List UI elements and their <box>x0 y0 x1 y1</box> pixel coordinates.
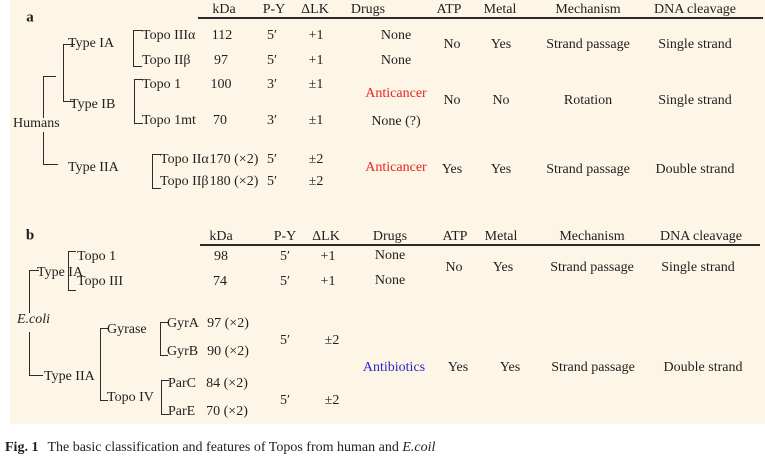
mechanism-value: Strand passage <box>546 162 630 177</box>
tree-bracket-ecoli-lower <box>29 332 43 376</box>
drugs-value: None <box>380 53 412 68</box>
col-header-cleavage-b: DNA cleavage <box>659 229 743 244</box>
col-header-py-a: P-Y <box>262 2 286 17</box>
kda-value: 70 <box>213 113 227 128</box>
metal-value: Yes <box>490 162 512 177</box>
kda-value: 97 <box>214 53 228 68</box>
py-value: 5′ <box>266 174 278 189</box>
atp-value: Yes <box>447 360 469 375</box>
dlk-value: ±2 <box>308 152 324 167</box>
col-header-mechanism-a: Mechanism <box>555 2 621 17</box>
header-rule-a <box>198 17 763 19</box>
col-header-drugs-b: Drugs <box>372 229 408 244</box>
dlk-value: +1 <box>320 249 336 264</box>
topo-iv-label: Topo IV <box>107 390 154 405</box>
py-value: 5′ <box>279 274 291 289</box>
tree-bracket-humans-lower <box>43 132 58 165</box>
type-ib-label-a: Type IB <box>70 97 116 112</box>
py-value: 5′ <box>279 333 291 348</box>
drugs-value: None (?) <box>371 114 421 129</box>
col-header-atp-b: ATP <box>442 229 468 244</box>
tree-bracket-humans-upper <box>43 76 56 118</box>
col-header-mechanism-b: Mechanism <box>559 229 625 244</box>
root-label-ecoli: E.coli <box>17 312 51 327</box>
panel-a-label: a <box>26 9 34 26</box>
atp-value: No <box>445 260 463 275</box>
enzyme-name: Topo 1 <box>77 249 117 264</box>
cleavage-value: Single strand <box>658 93 732 108</box>
mechanism-value: Strand passage <box>546 37 630 52</box>
drugs-value: None <box>374 248 406 263</box>
type-ia-label-a: Type IA <box>68 36 115 51</box>
py-value: 5′ <box>266 28 278 43</box>
enzyme-name: Topo IIIα <box>142 28 196 43</box>
tree-bracket-type1-group <box>63 44 75 102</box>
metal-value: Yes <box>492 260 514 275</box>
col-header-metal-a: Metal <box>483 2 517 17</box>
py-value: 5′ <box>266 152 278 167</box>
mechanism-value: Strand passage <box>551 360 635 375</box>
dlk-value: ±2 <box>324 333 340 348</box>
drugs-value-anticancer: Anticancer <box>365 160 427 175</box>
metal-value: Yes <box>499 360 521 375</box>
dlk-value: ±1 <box>308 77 324 92</box>
dlk-value: ±2 <box>324 393 340 408</box>
enzyme-name: Topo IIβ <box>160 174 209 189</box>
drugs-value: None <box>374 273 406 288</box>
leaf-bracket-type-ia-b <box>68 251 76 291</box>
drugs-value-antibiotics: Antibiotics <box>362 360 426 375</box>
dlk-value: ±1 <box>308 113 324 128</box>
col-header-drugs-a: Drugs <box>350 2 386 17</box>
kda-value: 112 <box>211 28 233 43</box>
kda-value: 74 <box>213 274 227 289</box>
subunit-name: GyrA <box>167 316 199 331</box>
figure-caption <box>5 440 435 456</box>
col-header-dlk-b: ΔLK <box>312 229 340 244</box>
col-header-dlk-a: ΔLK <box>301 2 329 17</box>
cleavage-value: Double strand <box>655 162 735 177</box>
figure-number: Fig. 1 <box>5 440 39 455</box>
col-header-py-b: P-Y <box>273 229 297 244</box>
cleavage-value: Single strand <box>661 260 735 275</box>
py-value: 3′ <box>266 113 278 128</box>
dlk-value: +1 <box>320 274 336 289</box>
col-header-metal-b: Metal <box>484 229 518 244</box>
atp-value: Yes <box>441 162 463 177</box>
cleavage-value: Double strand <box>663 360 743 375</box>
atp-value: No <box>443 93 461 108</box>
dlk-value: +1 <box>308 28 324 43</box>
kda-value: 84 (×2) <box>206 376 248 391</box>
cleavage-value: Single strand <box>658 37 732 52</box>
mechanism-value: Strand passage <box>550 260 634 275</box>
metal-value: No <box>492 93 510 108</box>
kda-value: 170 (×2) <box>209 152 259 167</box>
subunit-name: ParE <box>168 404 196 419</box>
mechanism-value: Rotation <box>563 93 613 108</box>
py-value: 5′ <box>266 53 278 68</box>
subunit-name: GyrB <box>167 344 199 359</box>
caption-text: The basic classification and features of Topos from human and <box>47 440 399 455</box>
enzyme-name: Topo IIβ <box>142 53 191 68</box>
type-iia-label-b: Type IIA <box>44 369 95 384</box>
col-header-kda-a: kDa <box>212 2 236 17</box>
metal-value: Yes <box>490 37 512 52</box>
kda-value: 98 <box>214 249 228 264</box>
dlk-value: ±2 <box>308 174 324 189</box>
enzyme-name: Topo III <box>77 274 124 289</box>
drugs-value: None <box>380 28 412 43</box>
kda-value: 70 (×2) <box>206 404 248 419</box>
atp-value: No <box>443 37 461 52</box>
header-rule-b <box>200 244 760 246</box>
enzyme-name: Topo IIα <box>160 152 209 167</box>
caption-species: E.coil <box>402 440 436 455</box>
panel-b-label: b <box>25 227 35 244</box>
kda-value: 100 <box>210 77 232 92</box>
type-ia-label-b: Type IA <box>37 265 84 280</box>
leaf-bracket-type-ia <box>133 30 142 67</box>
gyrase-label: Gyrase <box>107 322 147 337</box>
subunit-name: ParC <box>168 376 196 391</box>
py-value: 5′ <box>279 393 291 408</box>
drugs-value-anticancer: Anticancer <box>365 86 427 101</box>
col-header-cleavage-a: DNA cleavage <box>653 2 737 17</box>
enzyme-name: Topo 1mt <box>142 113 196 128</box>
root-label-humans: Humans <box>13 116 60 131</box>
dlk-value: +1 <box>308 53 324 68</box>
kda-value: 97 (×2) <box>207 316 249 331</box>
kda-value: 90 (×2) <box>207 344 249 359</box>
type-iia-label-a: Type IIA <box>68 160 119 175</box>
py-value: 3′ <box>266 77 278 92</box>
py-value: 5′ <box>279 249 291 264</box>
kda-value: 180 (×2) <box>209 174 259 189</box>
enzyme-name: Topo 1 <box>142 77 182 92</box>
col-header-atp-a: ATP <box>436 2 462 17</box>
col-header-kda-b: kDa <box>209 229 233 244</box>
